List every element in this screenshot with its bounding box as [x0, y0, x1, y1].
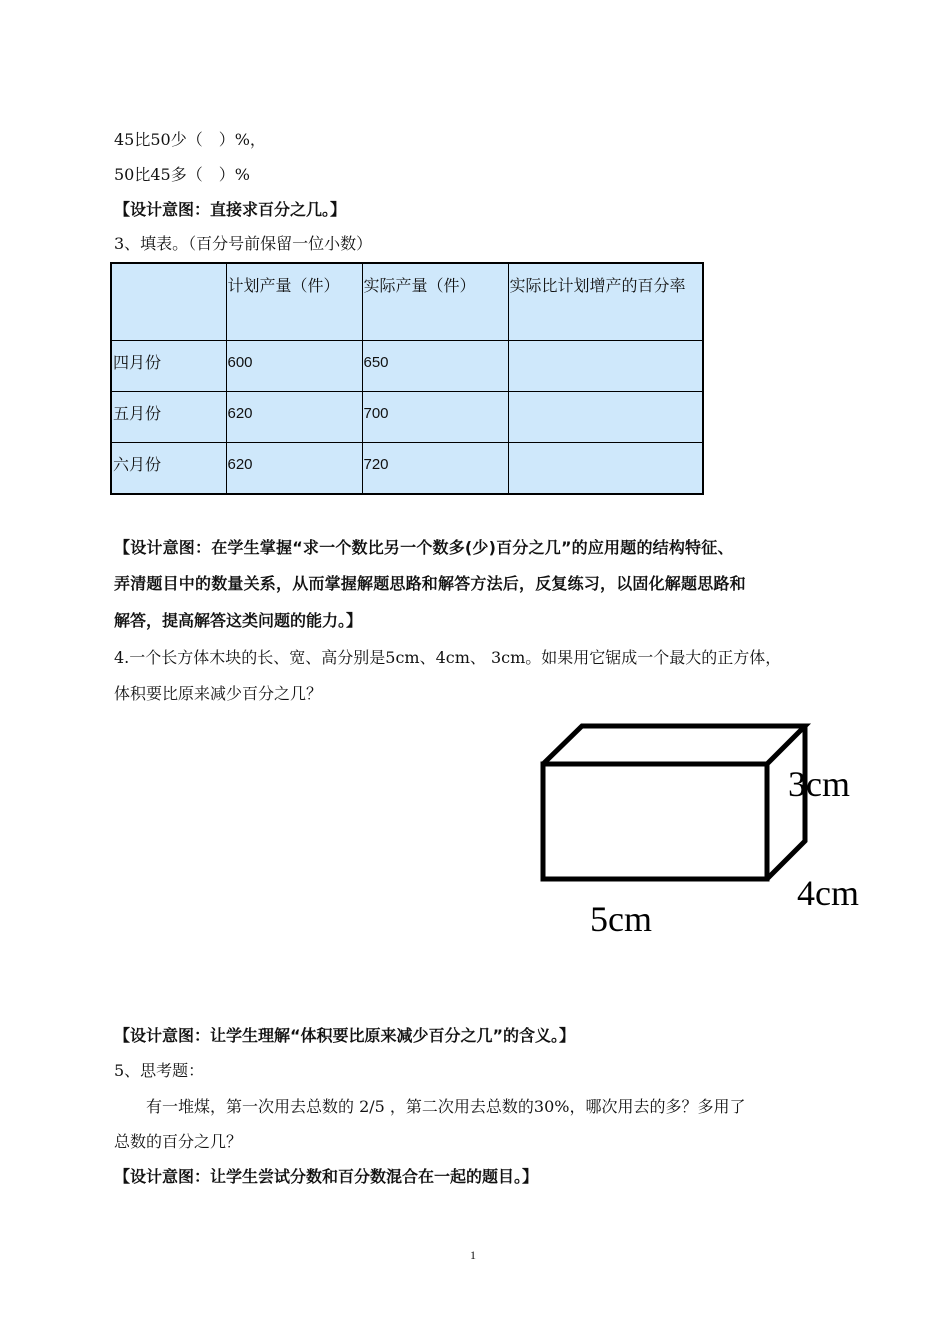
table-cell: 四月份 [111, 340, 226, 391]
table-cell [508, 442, 703, 494]
table-cell [508, 391, 703, 442]
design-intent-2-line-3: 解答，提高解答这类问题的能力。】 [114, 611, 363, 630]
table-cell: 620 [226, 442, 362, 494]
table-cell: 650 [362, 340, 508, 391]
design-intent-2-line-2: 弄清题目中的数量关系，从而掌握解题思路和解答方法后，反复练习，以固化解题思路和 [114, 574, 746, 593]
table-row [111, 442, 703, 494]
table-header-row [111, 263, 703, 340]
production-table [110, 262, 704, 495]
question-5-line-2: 总数的百分之几？ [114, 1132, 243, 1151]
table-row [111, 340, 703, 391]
cuboid-top-face [543, 726, 805, 764]
table-cell [508, 340, 703, 391]
design-intent-2-line-1: 【设计意图：在学生掌握“求一个数比另一个数多(少)百分之几”的应用题的结构特征、 [114, 538, 734, 557]
design-intent-4: 【设计意图：让学生尝试分数和百分数混合在一起的题目。】 [114, 1167, 539, 1186]
design-intent-3: 【设计意图：让学生理解“体积要比原来减少百分之几”的含义。】 [114, 1026, 576, 1045]
height-label: 3cm [788, 764, 850, 804]
cuboid-front-face [543, 764, 767, 879]
question-4-line-1: 4.一个长方体木块的长、宽、高分别是5cm、4cm、 3cm。如果用它锯成一个最大的正方体， [114, 648, 782, 667]
table-cell: 600 [226, 340, 362, 391]
width-label: 4cm [797, 873, 859, 913]
question-4-line-2: 体积要比原来减少百分之几？ [114, 684, 323, 703]
design-intent-1: 【设计意图：直接求百分之几。】 [114, 200, 347, 219]
question-5-title: 5、思考题： [114, 1061, 205, 1080]
table-header-cell: 实际产量（件） [362, 263, 508, 340]
table-cell: 六月份 [111, 442, 226, 494]
question-3-title: 3、填表。（百分号前保留一位小数） [114, 234, 373, 253]
page-number: 1 [470, 1248, 476, 1262]
table-header-cell: 实际比计划增产的百分率 [508, 263, 703, 340]
table-cell: 620 [226, 391, 362, 442]
question-line-1: 45比50少（ ）%， [114, 130, 266, 149]
table-header-cell: 计划产量（件） [226, 263, 362, 340]
table-row [111, 391, 703, 442]
table-header-cell [111, 263, 226, 340]
question-line-2: 50比45多（ ）% [114, 165, 250, 184]
table-cell: 720 [362, 442, 508, 494]
length-label: 5cm [590, 899, 652, 939]
question-5-line-1: 有一堆煤，第一次用去总数的 2/5 ，第二次用去总数的30%，哪次用去的多？多用了 [114, 1097, 746, 1116]
table-cell: 五月份 [111, 391, 226, 442]
table-cell: 700 [362, 391, 508, 442]
